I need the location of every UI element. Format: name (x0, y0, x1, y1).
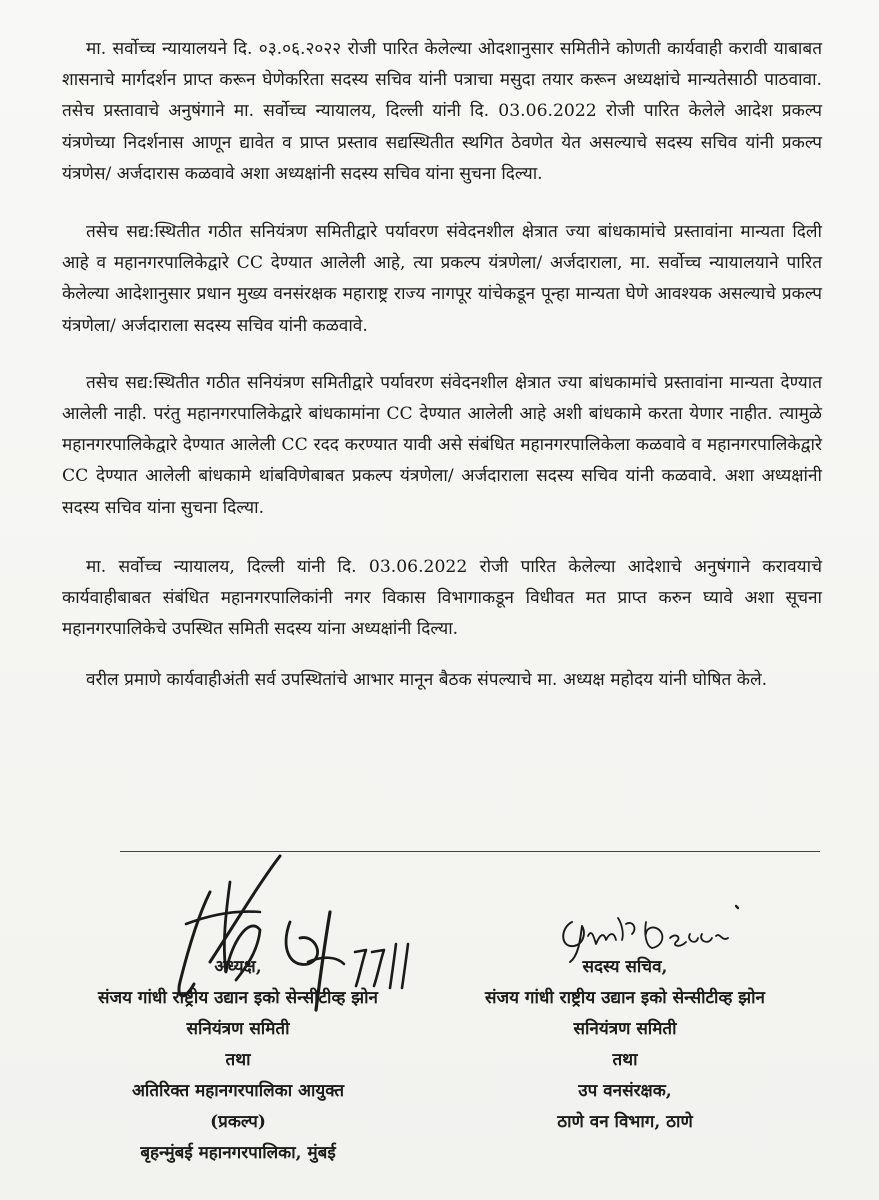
member-secretary-designation: सदस्य सचिव, (582, 957, 668, 977)
chairperson-conjunction: तथा (225, 1050, 251, 1070)
chairperson-signature-block (28, 952, 448, 1169)
minutes-body (62, 34, 822, 724)
paragraph-unapproved-proposals: तसेच सद्य:स्थितीत गठीत सनियंत्रण समितीद्वारे पर्यावरण संवेदनशील क्षेत्रात ज्या बांधकामांचे प्रस्तावांना मान्यता देण्यात आलेली नाही. परंतु महानगरपालिकेद्वारे बांधकामांना CC देण्यात आलेली आहे अशी बांधकामे करता येणार नाहीत. त्यामुळे महानगरपालिकेद्वारे देण्यात आलेली CC रदद करण्यात यावी असे संबंधित महानगरपालिकेला कळवावे व महानगरपालिकेद्वारे CC देण्यात आलेली बांधकामे थांबविणेबाबत प्रकल्प यंत्रणेला/ अर्जदाराला सदस्य सचिव यांनी कळवावे. अशा अध्यक्षांनी सदस्य सचिव यांना सुचना दिल्या. (62, 372, 822, 518)
chairperson-office-qualifier: (प्रकल्प) (210, 1112, 266, 1132)
paragraph-approved-proposals: तसेच सद्य:स्थितीत गठीत सनियंत्रण समितीद्वारे पर्यावरण संवेदनशील क्षेत्रात ज्या बांधकामांचे प्रस्तावांना मान्यता दिली आहे व महानगरपालिकेद्वारे CC देण्यात आलेली आहे, त्या प्रकल्प यंत्रणेला/ अर्जदाराला, मा. सर्वोच्च न्यायालयाने पारित केलेल्या आदेशानुसार प्रधान मुख्य वनसंरक्षक महाराष्ट्र राज्य नागपूर यांचेकडून पून्हा मान्यता घेणे आवश्यक असल्याचे प्रकल्प यंत्रणेला/ अर्जदाराला सदस्य सचिव यांनी कळवावे. (62, 222, 822, 336)
member-secretary-committee-type: सनियंत्रण समिती (573, 1019, 677, 1039)
chairperson-committee-type: सनियंत्रण समिती (186, 1019, 290, 1039)
chairperson-designation: अध्यक्ष, (214, 957, 262, 977)
member-secretary-signature-block (425, 952, 825, 1138)
member-secretary-division: ठाणे वन विभाग, ठाणे (557, 1112, 693, 1132)
chairperson-committee-name: संजय गांधी राष्ट्रीय उद्यान इको सेन्सीटीव्ह झोन (98, 988, 378, 1008)
member-secretary-conjunction: तथा (612, 1050, 638, 1070)
paragraph-legal-opinion: मा. सर्वोच्च न्यायालय, दिल्ली यांनी दि. 03.06.2022 रोजी पारित केलेल्या आदेशाचे अनुषंगाने करावयाचे कार्यवाहीबाबत संबंधित महानगरपालिकांनी नगर विकास विभागाकडून विधीवत मत प्राप्त करुन घ्यावे अशा सूचना महानगरपालिकेचे उपस्थित समिती सदस्य यांना अध्यक्षांनी दिल्या. (62, 556, 822, 640)
member-secretary-committee-name: संजय गांधी राष्ट्रीय उद्यान इको सेन्सीटीव्ह झोन (485, 988, 765, 1008)
paragraph-meeting-close: वरील प्रमाणे कार्यवाहीअंती सर्व उपस्थितांचे आभार मानून बैठक संपल्याचे मा. अध्यक्ष महोदय यांनी घोषित केले. (86, 670, 768, 691)
paragraph-supreme-court-guidance: मा. सर्वोच्च न्यायालयने दि. ०३.०६.२०२२ रोजी पारित केलेल्या ओदशानुसार समितीने कोणती कार्यवाही करावी याबाबत शासनाचे मार्गदर्शन प्राप्त करून घेणेकरिता सदस्य सचिव यांनी पत्राचा मसुदा तयार करून अध्यक्षांचे मान्यतेसाठी पाठवावा. तसेच प्रस्तावाचे अनुषंगाने मा. सर्वोच्च न्यायालय, दिल्ली यांनी दि. 03.06.2022 रोजी पारित केलेले आदेश प्रकल्प यंत्रणेच्या निदर्शनास आणून द्यावेत व प्राप्त प्रस्ताव सद्यस्थितीत स्थगित ठेवणेत येत असल्याचे सदस्य सचिव यांनी प्रकल्प यंत्रणेस/ अर्जदारास कळवावे अशा अध्यक्षांनी सदस्य सचिव यांना सुचना दिल्या. (62, 39, 822, 184)
chairperson-office: अतिरिक्त महानगरपालिका आयुक्त (131, 1081, 345, 1101)
chairperson-organization: बृहन्मुंबई महानगरपालिका, मुंबई (140, 1143, 336, 1163)
member-secretary-office: उप वनसंरक्षक, (578, 1081, 672, 1101)
